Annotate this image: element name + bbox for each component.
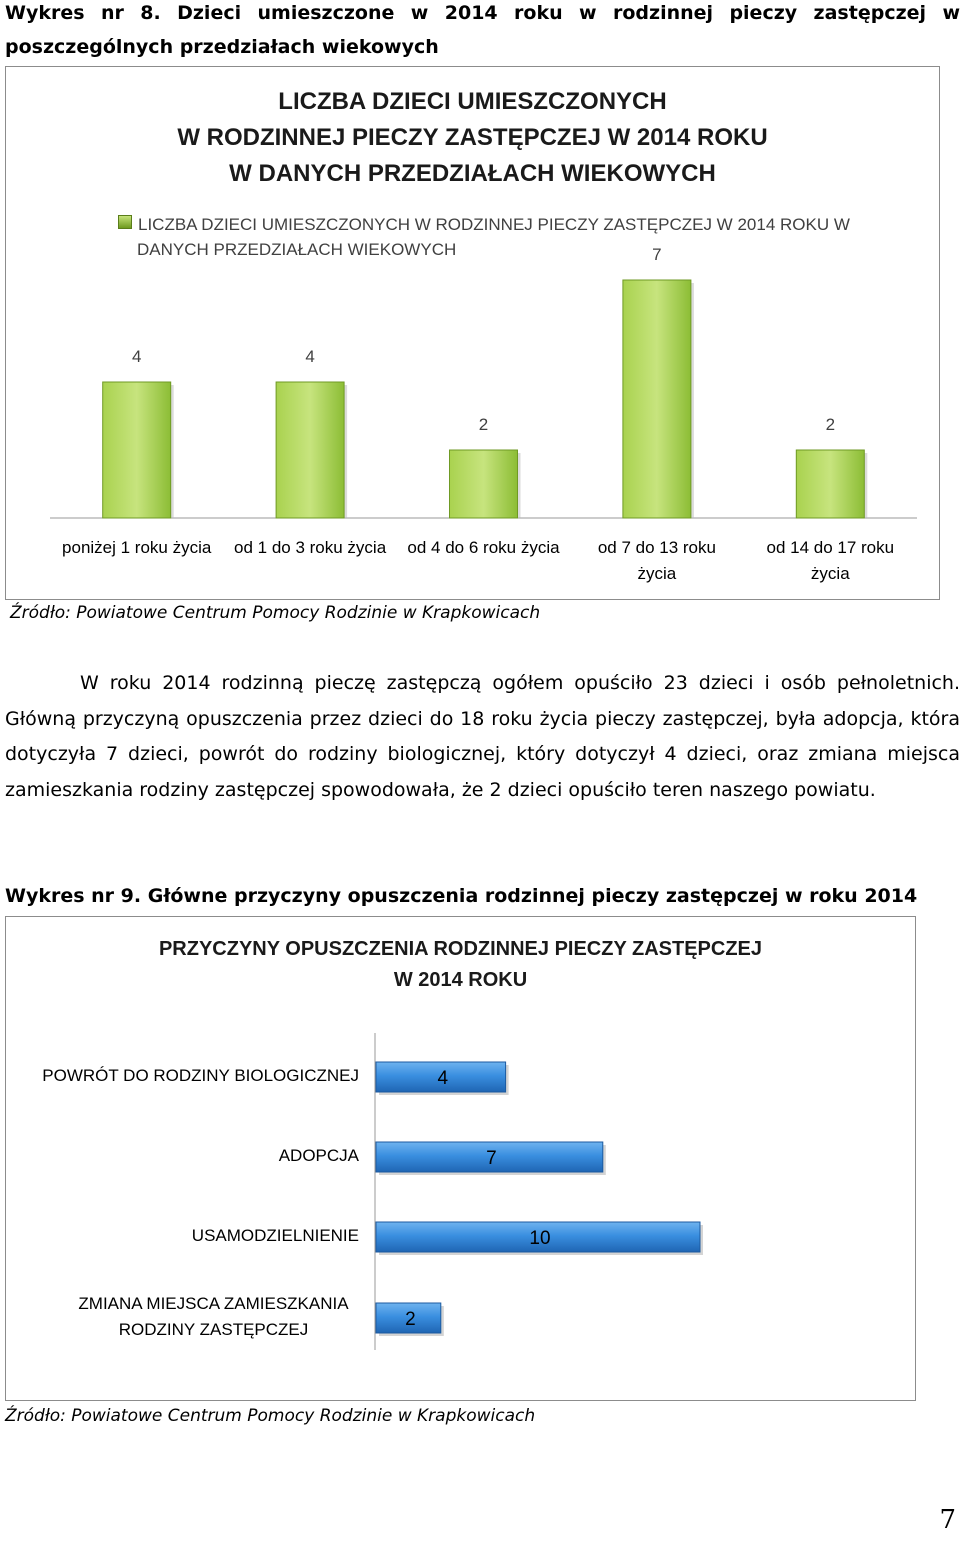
paragraph-text: W roku 2014 rodzinną pieczę zastępczą ogółem opuściło 23 dzieci i osób pełnoletnich. Główną przyczyną opuszczenia przez dzieci do 18 roku życia pieczy zastępczej, była adopcja, która dotyczyła 7 dzieci, powrót do rodziny biologicznej, który dotyczył 4 dzieci, oraz zmiana miejsca zamieszkania rodziny zastępczej spowodowała, że 2 dzieci opuściło teren naszego powiatu.	[5, 672, 960, 801]
category-label: życia	[810, 564, 850, 583]
chart1-plot	[6, 67, 939, 599]
bar	[450, 450, 518, 518]
chart2-source: Źródło: Powiatowe Centrum Pomocy Rodzinie w Krapkowicach	[5, 1406, 536, 1426]
page-number: 7	[939, 1505, 956, 1535]
category-label: od 7 do 13 roku	[597, 538, 716, 557]
data-label: 10	[529, 1228, 551, 1249]
data-label: 2	[405, 1309, 416, 1330]
chart1-title-line: W RODZINNEJ PIECZY ZASTĘPCZEJ W 2014 ROKU	[177, 124, 768, 151]
chart2-title-line: W 2014 ROKU	[393, 969, 528, 991]
data-label: 2	[478, 415, 489, 434]
bar	[623, 280, 691, 518]
chart2-title-line: PRZYCZYNY OPUSZCZENIA RODZINNEJ PIECZY ZASTĘPCZEJ	[158, 938, 763, 960]
chart1-title-line: LICZBA DZIECI UMIESZCZONYCH	[278, 88, 667, 115]
data-label: 7	[486, 1148, 497, 1169]
category-label: poniżej 1 roku życia	[62, 538, 212, 557]
category-label: od 4 do 6 roku życia	[407, 538, 560, 557]
chart1-source: Źródło: Powiatowe Centrum Pomocy Rodzinie w Krapkowicach	[10, 603, 541, 623]
category-label: POWRÓT DO RODZINY BIOLOGICZNEJ	[42, 1066, 359, 1085]
chart1-title-line: W DANYCH PRZEDZIAŁACH WIEKOWYCH	[229, 160, 716, 187]
bar	[276, 382, 344, 518]
category-label: ZMIANA MIEJSCA ZAMIESZKANIA RODZINY ZASTĘPCZEJ	[78, 1294, 349, 1339]
data-label: 4	[437, 1068, 449, 1089]
data-label: 4	[305, 347, 315, 366]
category-label: od 1 do 3 roku życia	[234, 538, 387, 557]
category-label: USAMODZIELNIENIE	[191, 1226, 359, 1245]
body-paragraph	[5, 666, 960, 808]
chart8-heading: Wykres nr 8. Dzieci umieszczone w 2014 roku w rodzinnej pieczy zastępczej w poszczególnych przedziałach wiekowych	[5, 2, 960, 58]
data-label: 2	[825, 415, 836, 434]
bar	[103, 382, 171, 518]
chart-leaving-reasons	[5, 916, 916, 1401]
chart-age-groups	[5, 66, 940, 623]
category-label: od 14 do 17 roku	[766, 538, 895, 557]
data-label: 7	[652, 245, 662, 264]
chart9-heading: Wykres nr 9. Główne przyczyny opuszczenia rodzinnej pieczy zastępczej w roku 2014	[5, 885, 918, 907]
bar	[796, 450, 864, 518]
legend-label: LICZBA DZIECI UMIESZCZONYCH W RODZINNEJ PIECZY ZASTĘPCZEJ W 2014 ROKU W DANYCH PRZEDZIAŁACH WIEKOWYCH	[137, 215, 850, 259]
category-label: ADOPCJA	[278, 1146, 359, 1165]
data-label: 4	[131, 347, 142, 366]
category-label: życia	[637, 564, 677, 583]
